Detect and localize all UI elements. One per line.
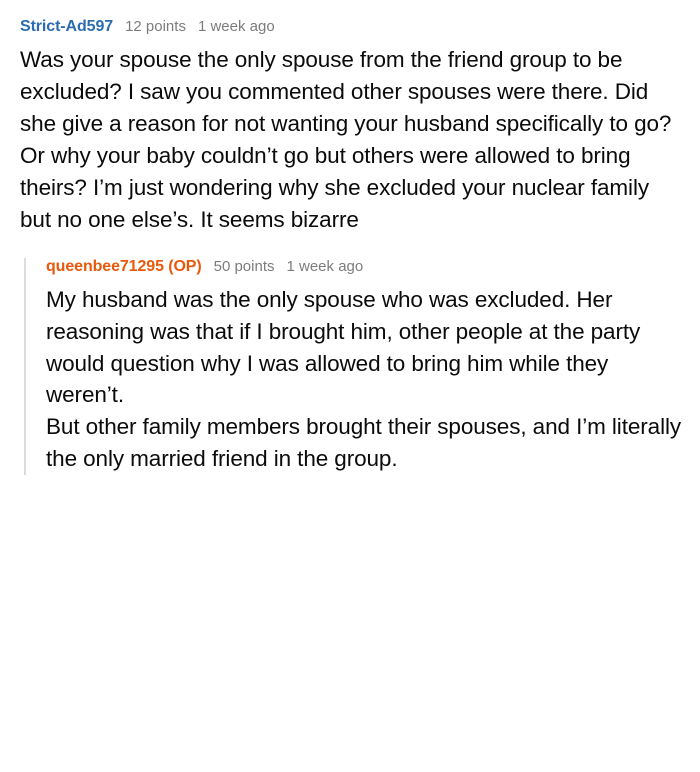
reply-author[interactable]: queenbee71295 (OP) [46, 257, 202, 275]
reply-points: 50 points [213, 257, 275, 275]
reply-body [46, 284, 684, 476]
comment-points: 12 points [125, 18, 186, 35]
reply-paragraph-2: But other family members brought their spouses, and I’m literally the only married friend in the group. [46, 414, 682, 472]
comment-author[interactable]: Strict-Ad597 [20, 18, 114, 35]
reply-paragraph-1: My husband was the only spouse who was excluded. Her reasoning was that if I brought him, other people at the party would question why I was allowed to bring him while they weren’t. [46, 286, 641, 408]
comment-header [20, 18, 684, 36]
reply-header [46, 258, 684, 276]
comment-timestamp: 1 week ago [197, 18, 275, 35]
reply-timestamp: 1 week ago [286, 257, 364, 275]
comment-body [20, 44, 684, 236]
comment-top [20, 18, 684, 236]
comment-paragraph: Was your spouse the only spouse from the friend group to be excluded? I saw you commented other spouses were there. Did she give a reason for not wanting your husband specifically to go? Or why your baby couldn’t go but others were allowed to bring theirs? I’m just wondering why she excluded your nuclear family but no one else’s. It seems bizarre [20, 47, 672, 232]
comment-reply [24, 258, 684, 476]
